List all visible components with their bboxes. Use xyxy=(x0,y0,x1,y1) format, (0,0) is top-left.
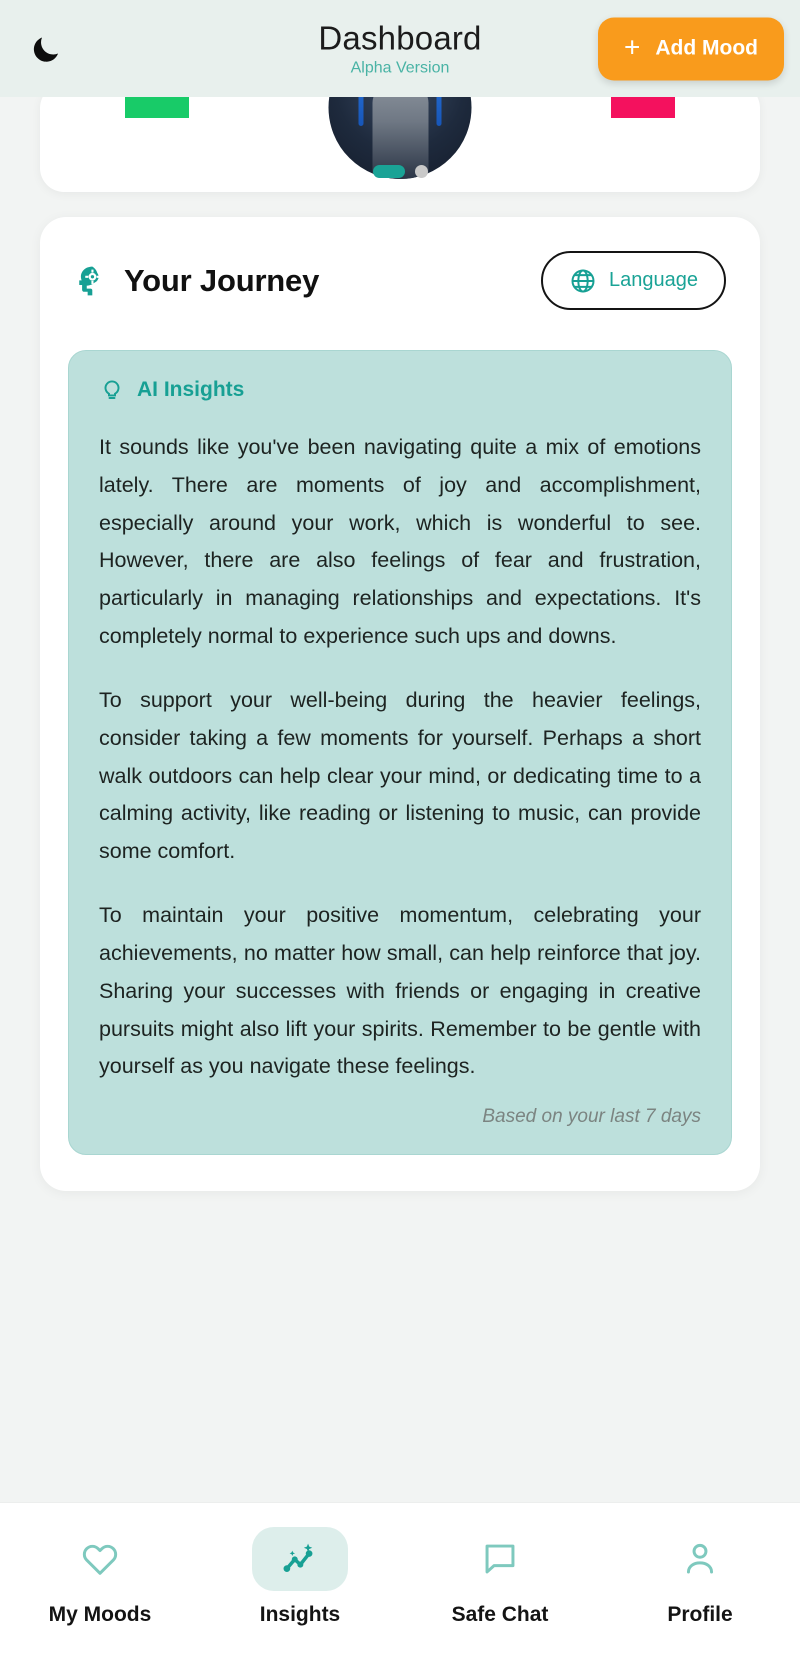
nav-item-profile[interactable] xyxy=(600,1527,800,1627)
theme-toggle-button[interactable] xyxy=(24,27,68,71)
nav-icon-box xyxy=(652,1527,748,1591)
mood-carousel-card[interactable] xyxy=(40,97,760,192)
globe-icon xyxy=(569,267,597,295)
insight-paragraph: To support your well-being during the heavier feelings, consider taking a few moments for yourself. Perhaps a short walk outdoors can help clear your mind, or dedicating time to a calming activity, like reading or listening to music, can provide some comfort. xyxy=(99,687,701,864)
journey-title-group xyxy=(74,263,319,299)
mood-swatch-pink xyxy=(611,97,675,118)
person-icon xyxy=(679,1538,721,1580)
bottom-navigation xyxy=(0,1502,800,1660)
add-mood-button[interactable] xyxy=(598,17,784,80)
carousel-dot-1[interactable] xyxy=(373,165,405,178)
carousel-dot-2[interactable] xyxy=(415,165,428,178)
nav-icon-box xyxy=(252,1527,348,1591)
lightbulb-icon xyxy=(99,377,125,403)
version-label: Alpha Version xyxy=(350,59,450,77)
avatar-bolt-right xyxy=(437,97,442,126)
brain-gear-icon xyxy=(74,263,110,299)
journey-title: Your Journey xyxy=(124,262,320,298)
chat-bubble-icon xyxy=(479,1538,521,1580)
nav-label: Profile xyxy=(667,1603,733,1626)
page-title: Dashboard xyxy=(318,19,482,57)
nav-label: Insights xyxy=(259,1603,341,1626)
ai-insights-title: AI Insights xyxy=(137,378,245,401)
moon-icon xyxy=(29,32,63,66)
nav-item-safe-chat[interactable] xyxy=(400,1527,600,1627)
ai-insights-panel xyxy=(68,350,732,1155)
language-button[interactable] xyxy=(541,251,726,310)
carousel-dots xyxy=(40,165,760,178)
journey-header xyxy=(68,251,732,310)
nav-label: Safe Chat xyxy=(451,1603,549,1626)
nav-icon-box xyxy=(52,1527,148,1591)
app-header xyxy=(0,0,800,97)
language-label: Language xyxy=(609,269,698,291)
your-journey-card xyxy=(40,217,760,1191)
nav-item-insights[interactable] xyxy=(200,1527,400,1627)
nav-icon-box xyxy=(452,1527,548,1591)
mood-swatch-green xyxy=(125,97,189,118)
insight-paragraph: To maintain your positive momentum, celebrating your achievements, no matter how small, can help reinforce that joy. Sharing your successes with friends or engaging in creative pursuits might also lift your spirits. Remember to be gentle with yourself as you navigate these feelings. xyxy=(99,903,701,1079)
avatar-bolt-left xyxy=(359,97,364,126)
insights-footer-note: Based on your last 7 days xyxy=(482,1106,701,1128)
scroll-bottom-spacer xyxy=(40,1191,760,1213)
ai-insights-header xyxy=(99,377,701,403)
scroll-content[interactable] xyxy=(0,97,800,1502)
insight-paragraph: It sounds like you've been navigating quite a mix of emotions lately. There are moments of joy and accomplishment, especially around your work, which is wonderful to see. However, there are also feelings of fear and frustration, particularly in managing relationships and expectations. It's completely normal to experience such ups and downs. xyxy=(99,435,701,649)
nav-item-my-moods[interactable] xyxy=(0,1527,200,1627)
trending-sparkle-icon xyxy=(279,1538,321,1580)
plus-icon: + xyxy=(624,31,641,63)
add-mood-label: Add Mood xyxy=(655,36,758,60)
nav-label: My Moods xyxy=(48,1603,152,1626)
heart-icon xyxy=(79,1538,121,1580)
